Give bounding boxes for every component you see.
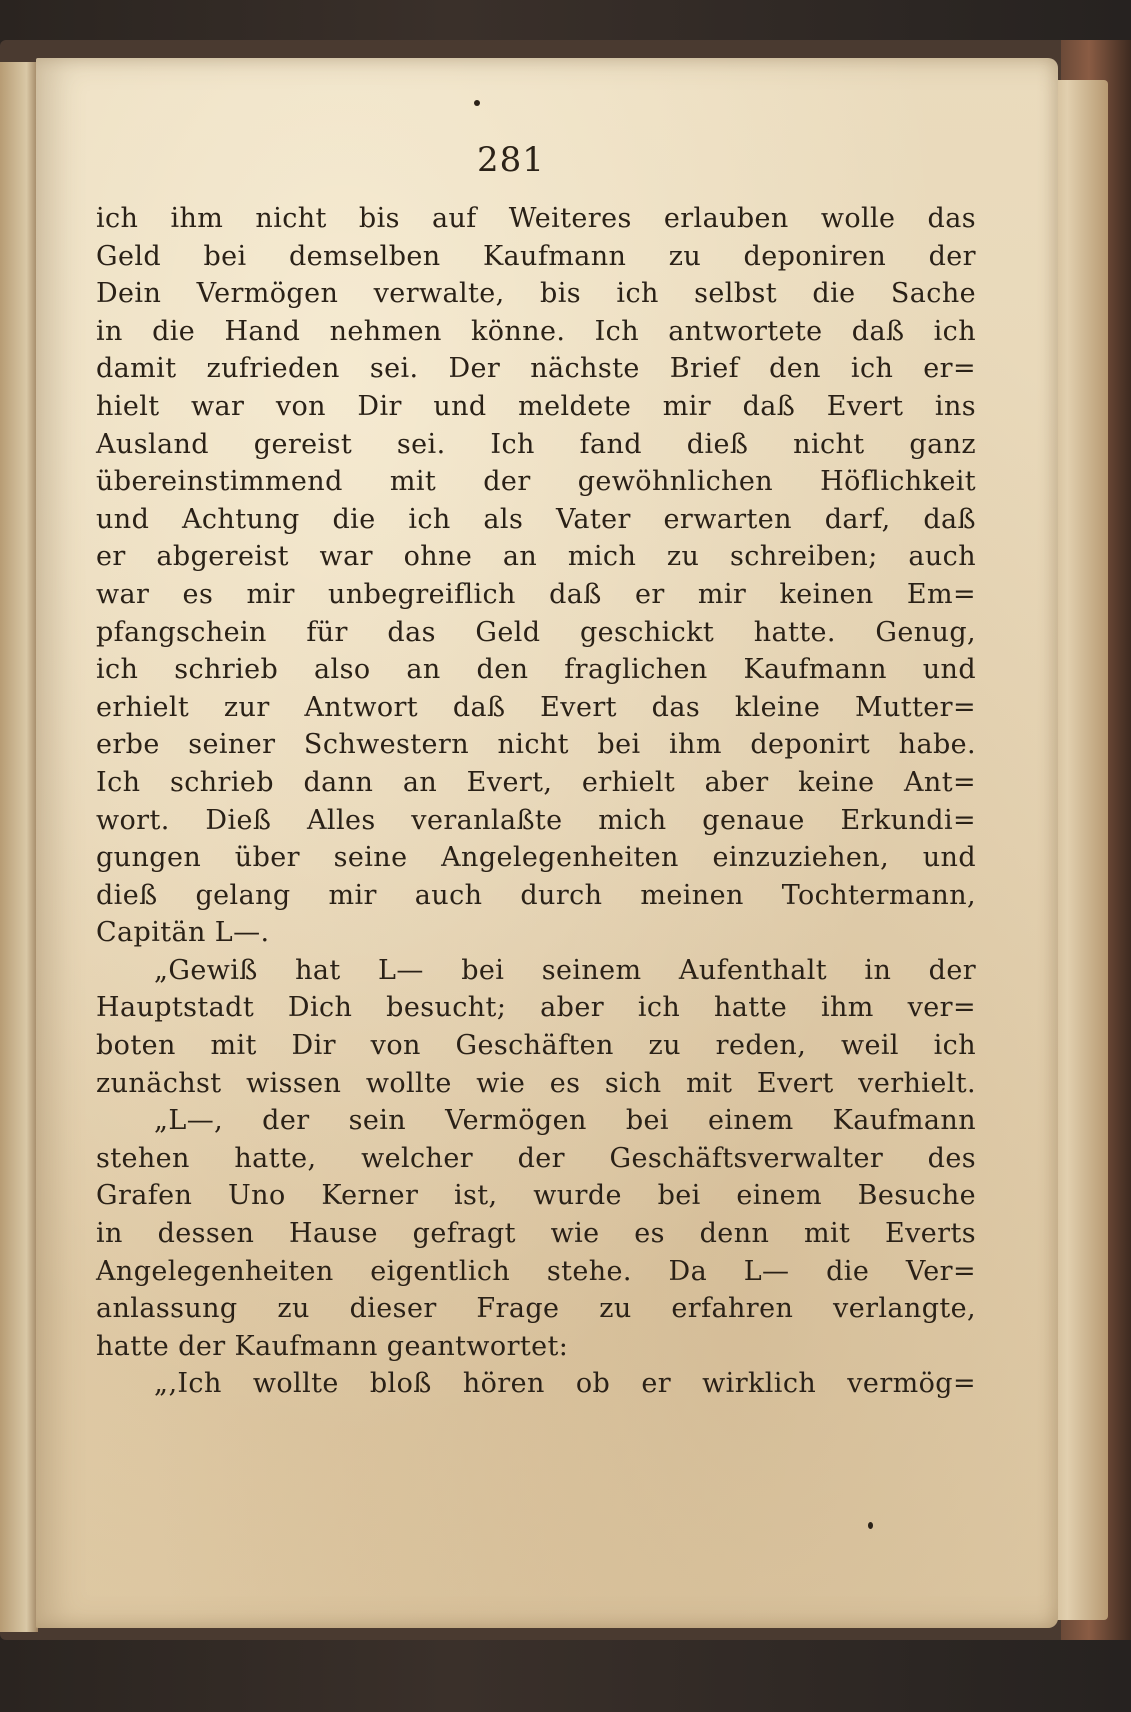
text-line: „L—, der sein Vermögen bei einem Kaufmann: [154, 1105, 976, 1137]
previous-page-edge: [0, 62, 38, 1632]
text-line: dieß gelang mir auch durch meinen Tochtermann,: [96, 879, 976, 911]
text-line: in dessen Hause gefragt wie es denn mit Everts: [96, 1218, 976, 1250]
text-line: in die Hand nehmen könne. Ich antwortete daß ich: [96, 315, 976, 347]
page-number: 281: [477, 140, 545, 180]
print-speck: [868, 1522, 873, 1529]
text-line: ich ihm nicht bis auf Weiteres erlauben wolle das: [96, 203, 976, 234]
text-line: ich schrieb also an den fraglichen Kaufmann und: [96, 654, 976, 686]
text-line: anlassung zu dieser Frage zu erfahren verlangte,: [96, 1293, 976, 1325]
text-line: boten mit Dir von Geschäften zu reden, weil ich: [96, 1030, 976, 1062]
text-line: Hauptstadt Dich besucht; aber ich hatte ihm ver=: [96, 992, 976, 1024]
text-line: erhielt zur Antwort daß Evert das kleine Mutter=: [96, 691, 976, 723]
text-line: zunächst wissen wollte wie es sich mit Evert verhielt.: [96, 1067, 976, 1099]
text-line: erbe seiner Schwestern nicht bei ihm deponirt habe.: [96, 729, 976, 761]
text-line: er abgereist war ohne an mich zu schreiben; auch: [96, 541, 976, 573]
text-line: Grafen Uno Kerner ist, wurde bei einem Besuche: [96, 1180, 976, 1212]
text-line: und Achtung die ich als Vater erwarten darf, daß: [96, 503, 976, 535]
text-line: Geld bei demselben Kaufmann zu deponiren der: [96, 240, 976, 272]
text-line: Capitän L—.: [96, 917, 270, 949]
text-line: „Gewiß hat L— bei seinem Aufenthalt in der: [154, 954, 976, 986]
text-line: Dein Vermögen verwalte, bis ich selbst die Sache: [96, 278, 976, 310]
text-line: Angelegenheiten eigentlich stehe. Da L— die Ver=: [96, 1255, 976, 1287]
text-line: Ich schrieb dann an Evert, erhielt aber keine Ant=: [96, 766, 976, 798]
page-body-text: [96, 200, 976, 1403]
text-line: „‚Ich wollte bloß hören ob er wirklich vermög=: [154, 1368, 976, 1400]
text-line: gungen über seine Angelegenheiten einzuziehen, und: [96, 842, 976, 874]
text-line: wort. Dieß Alles veranlaßte mich genaue Erkundi=: [96, 804, 976, 836]
book-page: [36, 58, 1058, 1628]
text-line: hatte der Kaufmann geantwortet:: [96, 1330, 569, 1362]
text-line: pfangschein für das Geld geschickt hatte. Genug,: [96, 616, 976, 648]
text-line: damit zufrieden sei. Der nächste Brief den ich er=: [96, 353, 976, 385]
text-line: war es mir unbegreiflich daß er mir keinen Em=: [96, 578, 976, 610]
text-line: Ausland gereist sei. Ich fand dieß nicht ganz: [96, 428, 976, 460]
text-line: stehen hatte, welcher der Geschäftsverwalter des: [96, 1142, 976, 1174]
text-line: hielt war von Dir und meldete mir daß Evert ins: [96, 390, 976, 422]
text-line: übereinstimmend mit der gewöhnlichen Höflichkeit: [96, 466, 976, 498]
print-speck: [474, 100, 480, 106]
